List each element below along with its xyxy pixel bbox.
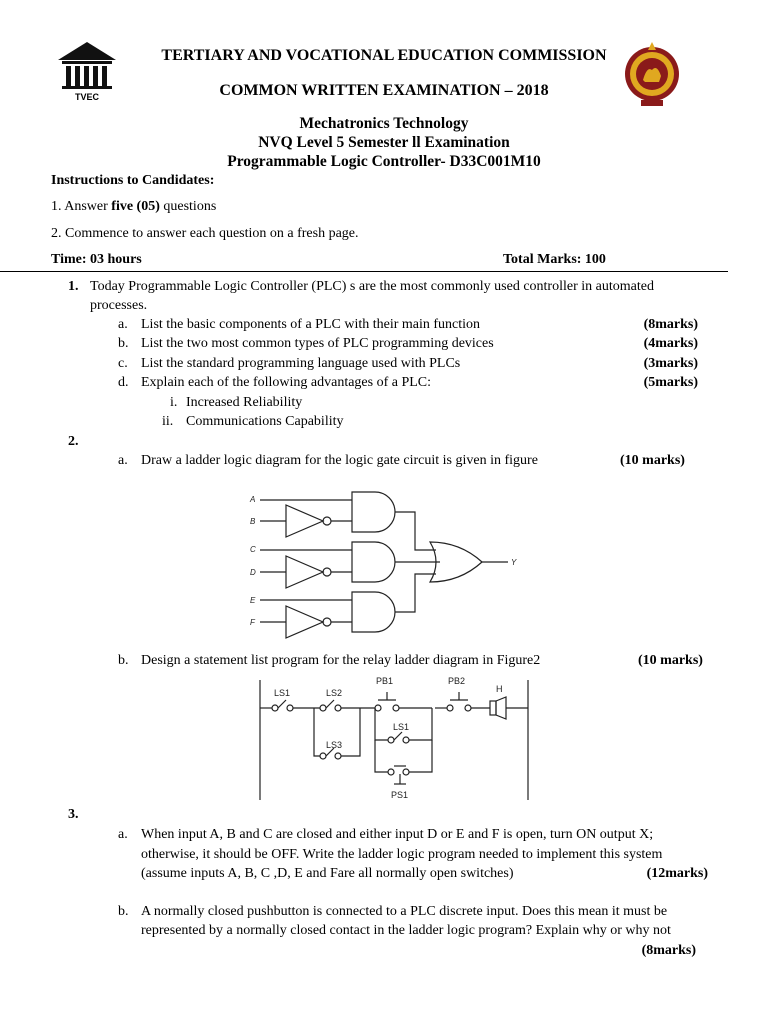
svg-text:H: H bbox=[496, 684, 503, 694]
q3b-line1: A normally closed pushbutton is connected to a PLC discrete input. Does this mean it must be bbox=[141, 904, 668, 919]
svg-text:C: C bbox=[250, 545, 256, 554]
q3b-marks: (8marks) bbox=[641, 943, 696, 958]
exam-level: NVQ Level 5 Semester ll Examination bbox=[258, 134, 510, 151]
svg-text:B: B bbox=[250, 517, 256, 526]
q1d-i-text: Increased Reliability bbox=[186, 395, 303, 410]
q1-stem-line1: Today Programmable Logic Controller (PLC) s are the most commonly used controller in automated bbox=[90, 279, 654, 294]
q3a-label: a. bbox=[118, 827, 128, 842]
q2a-label: a. bbox=[118, 453, 128, 468]
instructions-heading: Instructions to Candidates: bbox=[51, 173, 215, 188]
total-marks: Total Marks: 100 bbox=[503, 252, 606, 267]
q1d-marks: (5marks) bbox=[643, 375, 698, 390]
q2b-marks: (10 marks) bbox=[638, 653, 703, 668]
q2a-text: Draw a ladder logic diagram for the logic gate circuit is given in figure bbox=[141, 453, 538, 468]
q1b-marks: (4marks) bbox=[643, 336, 698, 351]
q3a-line2: otherwise, it should be OFF. Write the ladder logic program needed to implement this system bbox=[141, 847, 663, 862]
q2b-text: Design a statement list program for the relay ladder diagram in Figure2 bbox=[141, 653, 541, 668]
q2a-marks: (10 marks) bbox=[620, 453, 685, 468]
instruction-1: 1. Answer five (05) questions bbox=[51, 199, 217, 214]
q1b-text: List the two most common types of PLC programming devices bbox=[141, 336, 494, 351]
q3b-line2: represented by a normally closed contact in the ladder logic program? Explain why or why not bbox=[141, 923, 671, 938]
q3a-marks: (12marks) bbox=[646, 866, 708, 881]
instruction-2: 2. Commence to answer each question on a fresh page. bbox=[51, 226, 359, 241]
q1d-label: d. bbox=[118, 375, 129, 390]
q2-number: 2. bbox=[68, 434, 79, 449]
exam-title: COMMON WRITTEN EXAMINATION – 2018 bbox=[219, 82, 549, 99]
logic-gate-figure bbox=[240, 480, 540, 650]
q1c-text: List the standard programming language used with PLCs bbox=[141, 356, 461, 371]
relay-ladder-figure bbox=[250, 670, 540, 805]
q3a-line1: When input A, B and C are closed and either input D or E and F is open, turn ON output X; bbox=[141, 827, 654, 842]
q3a-line3: (assume inputs A, B, C ,D, E and Fare all normally open switches) bbox=[141, 866, 514, 881]
q1a-label: a. bbox=[118, 317, 128, 332]
q1d-i-label: i. bbox=[170, 395, 178, 410]
svg-text:F: F bbox=[250, 618, 255, 627]
header-divider bbox=[0, 271, 728, 272]
svg-text:E: E bbox=[250, 596, 256, 605]
svg-text:LS2: LS2 bbox=[326, 688, 343, 698]
q1d-text: Explain each of the following advantages of a PLC: bbox=[141, 375, 432, 390]
exam-time: Time: 03 hours bbox=[51, 252, 142, 267]
svg-text:A: A bbox=[250, 495, 256, 504]
svg-text:Y: Y bbox=[511, 558, 517, 567]
q2b-label: b. bbox=[118, 653, 129, 668]
svg-text:LS1: LS1 bbox=[393, 722, 410, 732]
q1c-marks: (3marks) bbox=[643, 356, 698, 371]
q1c-label: c. bbox=[118, 356, 128, 371]
q1-stem-line2: processes. bbox=[90, 298, 148, 313]
svg-text:D: D bbox=[250, 568, 256, 577]
svg-text:LS1: LS1 bbox=[274, 688, 291, 698]
q1a-text: List the basic components of a PLC with their main function bbox=[141, 317, 481, 332]
q1-number: 1. bbox=[68, 279, 79, 294]
tvec-caption: TVEC bbox=[74, 92, 100, 102]
q1a-marks: (8marks) bbox=[643, 317, 698, 332]
svg-text:LS3: LS3 bbox=[326, 740, 343, 750]
q3b-label: b. bbox=[118, 904, 129, 919]
q3-number: 3. bbox=[68, 807, 79, 822]
svg-text:PB1: PB1 bbox=[376, 676, 394, 686]
svg-text:PB2: PB2 bbox=[448, 676, 466, 686]
course-name: Mechatronics Technology bbox=[299, 115, 469, 132]
q1d-ii-text: Communications Capability bbox=[186, 414, 344, 429]
svg-text:PS1: PS1 bbox=[391, 790, 409, 800]
commission-title: TERTIARY AND VOCATIONAL EDUCATION COMMISSION bbox=[161, 47, 607, 64]
q1b-label: b. bbox=[118, 336, 129, 351]
module-name: Programmable Logic Controller- D33C001M10 bbox=[227, 153, 541, 170]
q1d-ii-label: ii. bbox=[162, 414, 174, 429]
